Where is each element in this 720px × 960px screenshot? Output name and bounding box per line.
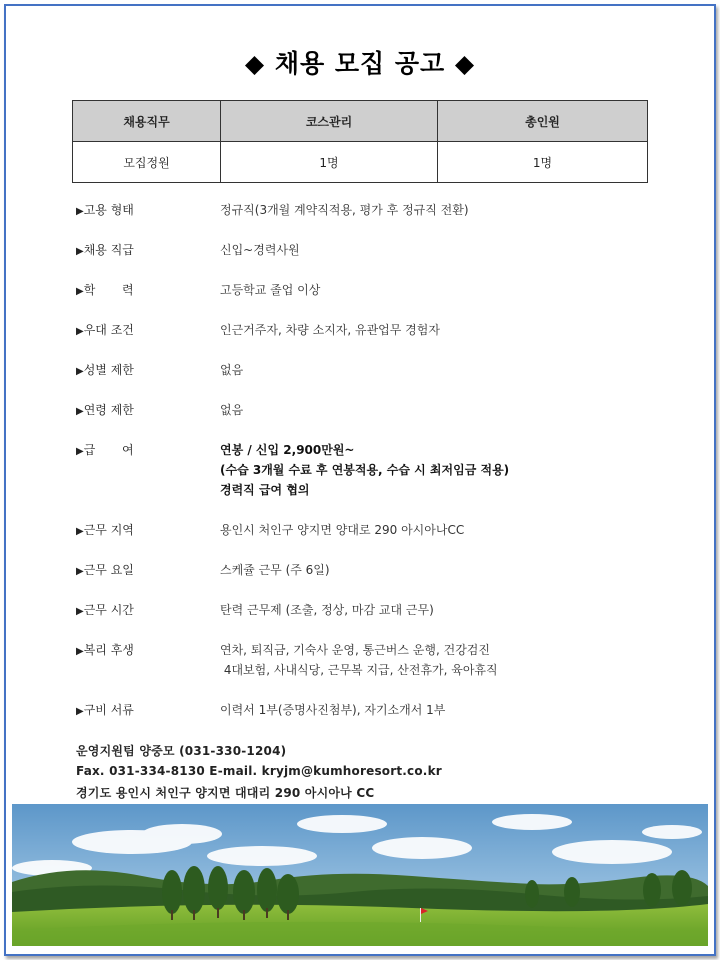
detail-value — [220, 520, 660, 540]
detail-label-text: 채용 직급 — [83, 243, 134, 257]
detail-value — [220, 600, 660, 620]
detail-label-text: 급 여 — [83, 443, 134, 457]
detail-value-line: 연봉 / 신입 2,900만원~ — [220, 443, 355, 457]
table-header-cell: 코스관리 — [221, 101, 438, 142]
contact-address: 경기도 용인시 처인구 양지면 대대리 290 아시아나 CC — [76, 786, 375, 800]
contact-fax-email: Fax. 031-334-8130 E-mail. kryjm@kumhoresort.co.kr — [76, 764, 442, 778]
triangle-bullet-icon: ▶ — [76, 606, 84, 617]
detail-label — [76, 400, 216, 422]
table-cell: 1명 — [438, 142, 648, 183]
detail-label — [76, 440, 216, 462]
detail-value-line: 정규직(3개월 계약직적용, 평가 후 정규직 전환) — [220, 203, 469, 217]
detail-label — [76, 560, 216, 582]
detail-value-line: 신입~경력사원 — [220, 243, 300, 257]
detail-label-text: 복리 후생 — [83, 643, 134, 657]
triangle-bullet-icon: ▶ — [76, 286, 84, 297]
triangle-bullet-icon: ▶ — [76, 366, 84, 377]
detail-label — [76, 320, 216, 342]
detail-value — [220, 280, 660, 300]
detail-value-line: 스케쥴 근무 (주 6일) — [220, 563, 330, 577]
detail-value — [220, 360, 660, 380]
detail-value-line: 고등학교 졸업 이상 — [220, 283, 321, 297]
detail-label-text: 우대 조건 — [83, 323, 134, 337]
contact-team: 운영지원팀 양중모 (031-330-1204) — [76, 744, 287, 758]
detail-label-text: 성별 제한 — [83, 363, 134, 377]
table-header-row — [73, 101, 648, 142]
detail-label-text: 근무 시간 — [83, 603, 134, 617]
table-row — [73, 142, 648, 183]
table-cell: 모집정원 — [73, 142, 221, 183]
detail-value — [220, 400, 660, 420]
triangle-bullet-icon: ▶ — [76, 246, 84, 257]
detail-value — [220, 200, 660, 220]
detail-value-line: (수습 3개월 수료 후 연봉적용, 수습 시 최저임금 적용) — [220, 463, 510, 477]
triangle-bullet-icon: ▶ — [76, 446, 84, 457]
detail-value — [220, 440, 660, 500]
detail-value-line: 4대보험, 사내식당, 근무복 지급, 산전휴가, 육아휴직 — [220, 663, 498, 677]
golf-course-photo — [12, 804, 708, 946]
detail-value-line: 이력서 1부(증명사진첨부), 자기소개서 1부 — [220, 703, 446, 717]
golf-course-illustration — [12, 804, 708, 946]
detail-label-text: 연령 제한 — [83, 403, 134, 417]
detail-value — [220, 560, 660, 580]
triangle-bullet-icon: ▶ — [76, 706, 84, 717]
triangle-bullet-icon: ▶ — [76, 566, 84, 577]
detail-value-line: 탄력 근무제 (조출, 정상, 마감 교대 근무) — [220, 603, 434, 617]
triangle-bullet-icon: ▶ — [76, 646, 84, 657]
detail-label — [76, 200, 216, 222]
table-header-cell: 채용직무 — [73, 101, 221, 142]
detail-value-line: 경력직 급여 협의 — [220, 483, 310, 497]
detail-value — [220, 700, 660, 720]
triangle-bullet-icon: ▶ — [76, 326, 84, 337]
detail-value-line: 연차, 퇴직금, 기숙사 운영, 통근버스 운행, 건강검진 — [220, 643, 490, 657]
detail-label-text: 학 력 — [83, 283, 134, 297]
detail-value-line: 없음 — [220, 403, 244, 417]
detail-label — [76, 700, 216, 722]
triangle-bullet-icon: ▶ — [76, 406, 84, 417]
detail-label — [76, 640, 216, 662]
detail-label — [76, 600, 216, 622]
detail-label-text: 근무 요일 — [83, 563, 134, 577]
detail-label — [76, 520, 216, 542]
detail-label-text: 근무 지역 — [83, 523, 134, 537]
table-header-cell: 총인원 — [438, 101, 648, 142]
recruitment-table — [72, 100, 648, 183]
detail-label — [76, 240, 216, 262]
detail-label — [76, 280, 216, 302]
detail-value-line: 없음 — [220, 363, 244, 377]
detail-label-text: 고용 형태 — [83, 203, 134, 217]
table-cell: 1명 — [221, 142, 438, 183]
detail-value — [220, 640, 660, 680]
detail-value-line: 용인시 처인구 양지면 양대로 290 아시아나CC — [220, 523, 465, 537]
detail-value-line: 인근거주자, 차량 소지자, 유관업무 경험자 — [220, 323, 440, 337]
triangle-bullet-icon: ▶ — [76, 526, 84, 537]
detail-value — [220, 320, 660, 340]
detail-value — [220, 240, 660, 260]
detail-label-text: 구비 서류 — [83, 703, 134, 717]
page-title: ◆ 채용 모집 공고 ◆ — [244, 49, 476, 78]
detail-label — [76, 360, 216, 382]
triangle-bullet-icon: ▶ — [76, 206, 84, 217]
